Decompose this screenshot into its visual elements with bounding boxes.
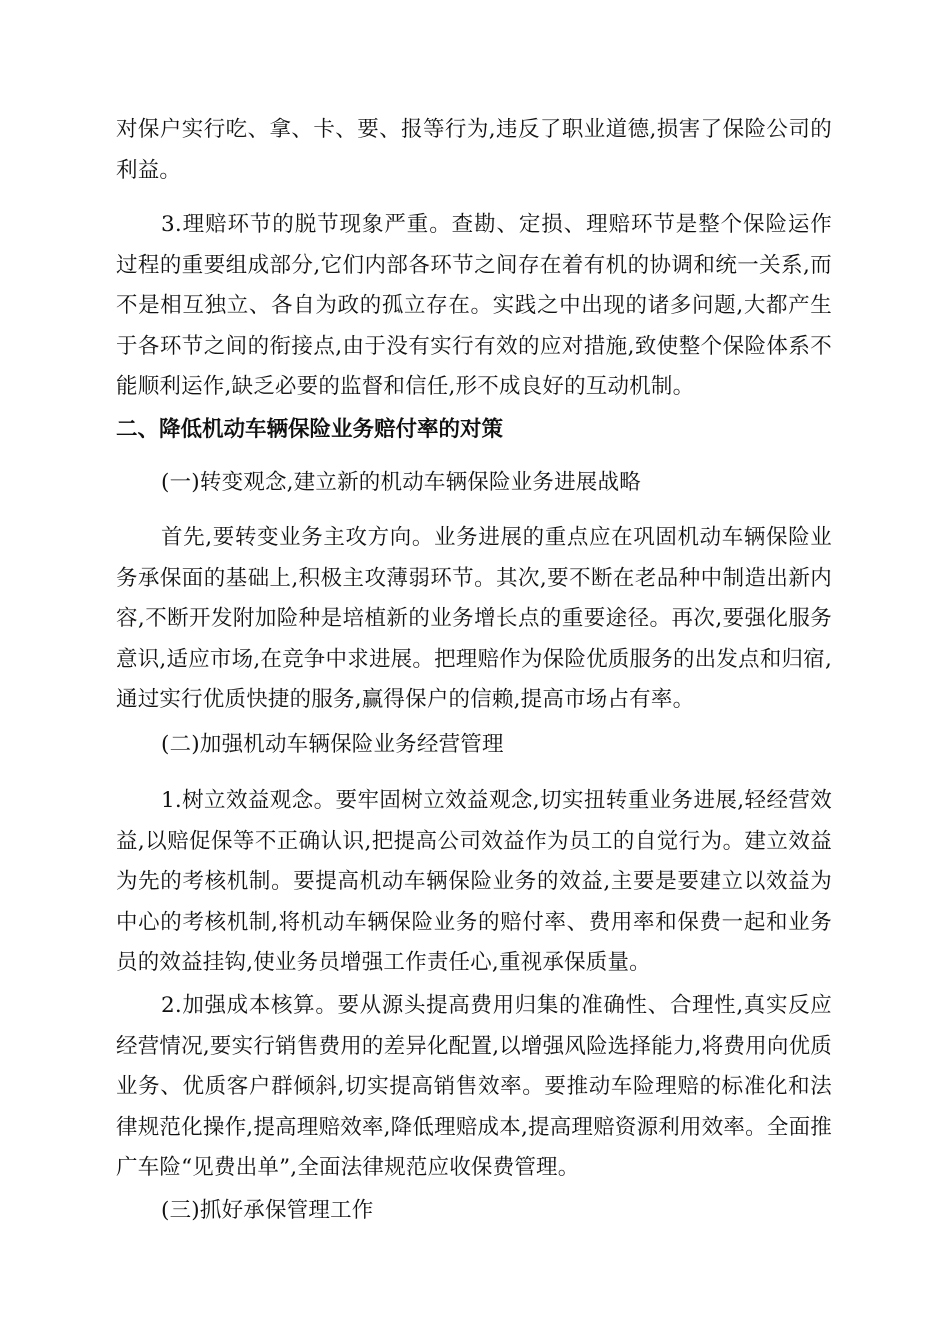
- paragraph-claims-disconnect: 3.理赔环节的脱节现象严重。查勘、定损、理赔环节是整个保险运作过程的重要组成部分,它们内部各环节之间存在着有机的协调和统一关系,而不是相互独立、各自为政的孤立存在。实践之中出现的诸多问题,大都产生于各环节之间的衔接点,由于没有实行有效的应对措施,致使整个保险体系不能顺利运作,缺乏必要的监督和信任,形不成良好的互动机制。: [116, 212, 832, 399]
- paragraph-continuation: 对保户实行吃、拿、卡、要、报等行为,违反了职业道德,损害了保险公司的利益。: [116, 117, 832, 183]
- subsection-heading-1: (一)转变观念,建立新的机动车辆保险业务进展战略: [161, 470, 641, 495]
- paragraph-efficiency: 1.树立效益观念。要牢固树立效益观念,切实扭转重业务进展,轻经营效益,以赔促保等不正确认识,把提高公司效益作为员工的自觉行为。建立效益为先的考核机制。要提高机动车辆保险业务的效益,主要是要建立以效益为中心的考核机制,将机动车辆保险业务的赔付率、费用率和保费一起和业务员的效益挂钩,使业务员增强工作责任心,重视承保质量。: [116, 788, 832, 975]
- paragraph-cost-accounting: 2.加强成本核算。要从源头提高费用归集的准确性、合理性,真实反应经营情况,要实行销售费用的差异化配置,以增强风险选择能力,将费用向优质业务、优质客户群倾斜,切实提高销售效率。要推动车险理赔的标准化和法律规范化操作,提高理赔效率,降低理赔成本,提高理赔资源利用效率。全面推广车险“见费出单”,全面法律规范应收保费管理。: [116, 993, 832, 1180]
- subsection-heading-3: (三)抓好承保管理工作: [161, 1198, 374, 1223]
- paragraph-strategy: 首先,要转变业务主攻方向。业务进展的重点应在巩固机动车辆保险业务承保面的基础上,积极主攻薄弱环节。其次,要不断在老品种中制造出新内容,不断开发附加险种是培植新的业务增长点的重要途径。再次,要强化服务意识,适应市场,在竞争中求进展。把理赔作为保险优质服务的出发点和归宿,通过实行优质快捷的服务,赢得保户的信赖,提高市场占有率。: [116, 525, 832, 712]
- section-heading: 二、降低机动车辆保险业务赔付率的对策: [116, 417, 504, 442]
- subsection-heading-2: (二)加强机动车辆保险业务经营管理: [161, 732, 504, 757]
